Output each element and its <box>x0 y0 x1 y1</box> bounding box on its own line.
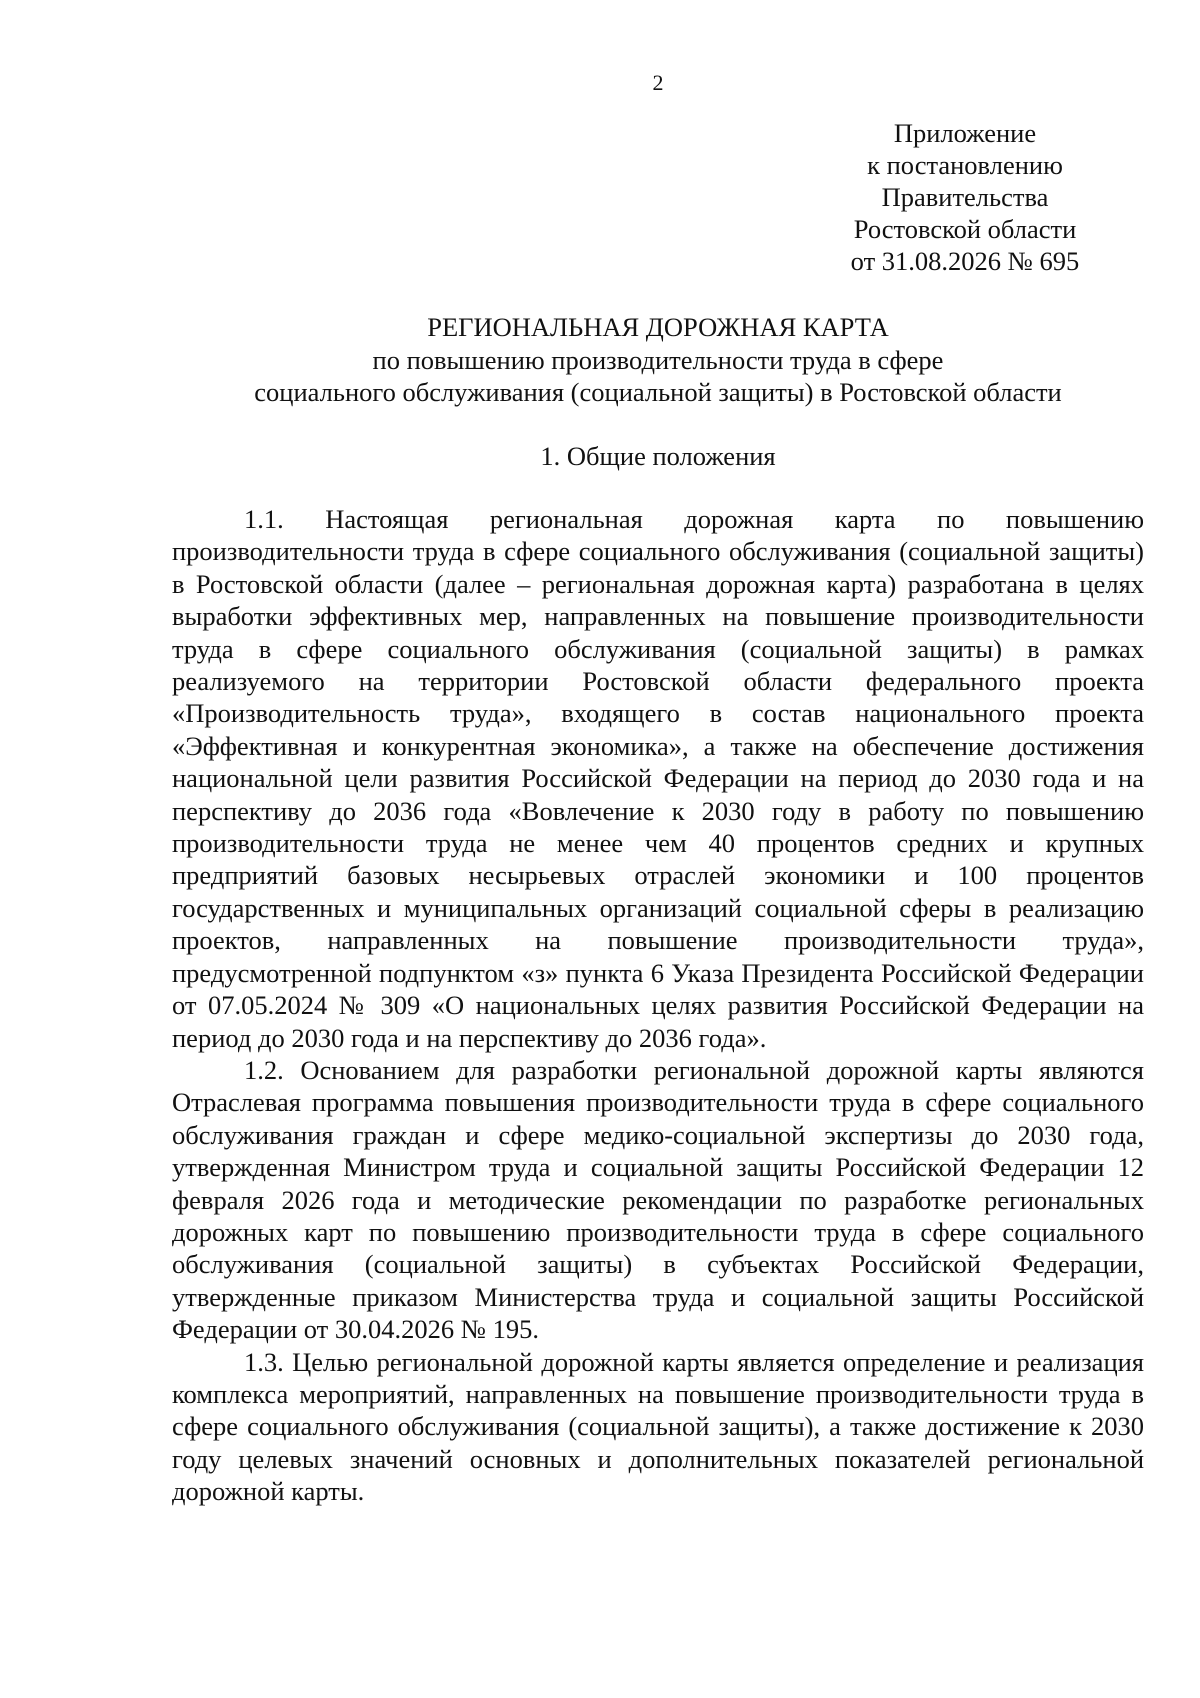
appendix-line: от 31.08.2026 № 695 <box>850 246 1080 276</box>
appendix-line: Ростовской области <box>853 214 1077 244</box>
appendix-line: Приложение <box>893 118 1037 148</box>
paragraph-1-1: 1.1. Настоящая региональная дорожная карта по повышению производительности труда в сфере социального обслуживания (социальной защиты) в Ростовской области (далее – региональная дорожная карта) разработана в целях выработки эффективных мер, направленных на повышение производительности труда в сфере социального обслуживания (социальной защиты) в рамках реализуемого на территории Ростовской области федерального проекта «Производительность труда», входящего в состав национального проекта «Эффективная и конкурентная экономика», а также на обеспечение достижения национальной цели развития Российской Федерации на период до 2030 года и на перспективу до 2036 года «Вовлечение к 2030 году в работу по повышению производительности труда не менее чем 40 процентов средних и крупных предприятий базовых несырьевых отраслей экономики и 100 процентов государственных и муниципальных организаций социальной сферы в реализацию проектов, направленных на повышение производительности труда», предусмотренной подпунктом «з» пункта 6 Указа Президента Российской Федерации от 07.05.2024 № 309 «О национальных целях развития Российской Федерации на период до 2030 года и на перспективу до 2036 года». <box>172 504 1144 1053</box>
title-line: по повышению производительности труда в сфере <box>372 344 944 375</box>
paragraph-1-3: 1.3. Целью региональной дорожной карты является определение и реализация комплекса мероприятий, направленных на повышение производительности труда в сфере социального обслуживания (социальной защиты), а также достижение к 2030 году целевых значений основных и дополнительных показателей региональной дорожной карты. <box>172 1346 1144 1507</box>
appendix-line: к постановлению <box>867 150 1063 180</box>
title-line: социального обслуживания (социальной защиты) в Ростовской области <box>254 377 1062 407</box>
title-line: РЕГИОНАЛЬНАЯ ДОРОЖНАЯ КАРТА <box>427 312 889 342</box>
appendix-block <box>820 117 1110 277</box>
document-title <box>170 311 1146 409</box>
body-text <box>172 503 1144 1508</box>
appendix-line: Правительства <box>881 182 1049 212</box>
page-number: 2 <box>652 70 664 95</box>
section-heading: 1. Общие положения <box>540 441 776 471</box>
paragraph-1-2: 1.2. Основанием для разработки региональной дорожной карты являются Отраслевая программа повышения производительности труда в сфере социального обслуживания граждан и сфере медико-социальной экспертизы до 2030 года, утвержденная Министром труда и социальной защиты Российской Федерации 12 февраля 2026 года и методические рекомендации по разработке региональных дорожных карт по повышению производительности труда в сфере социального обслуживания (социальной защиты) в субъектах Российской Федерации, утвержденные приказом Министерства труда и социальной защиты Российской Федерации от 30.04.2026 № 195. <box>172 1054 1144 1345</box>
